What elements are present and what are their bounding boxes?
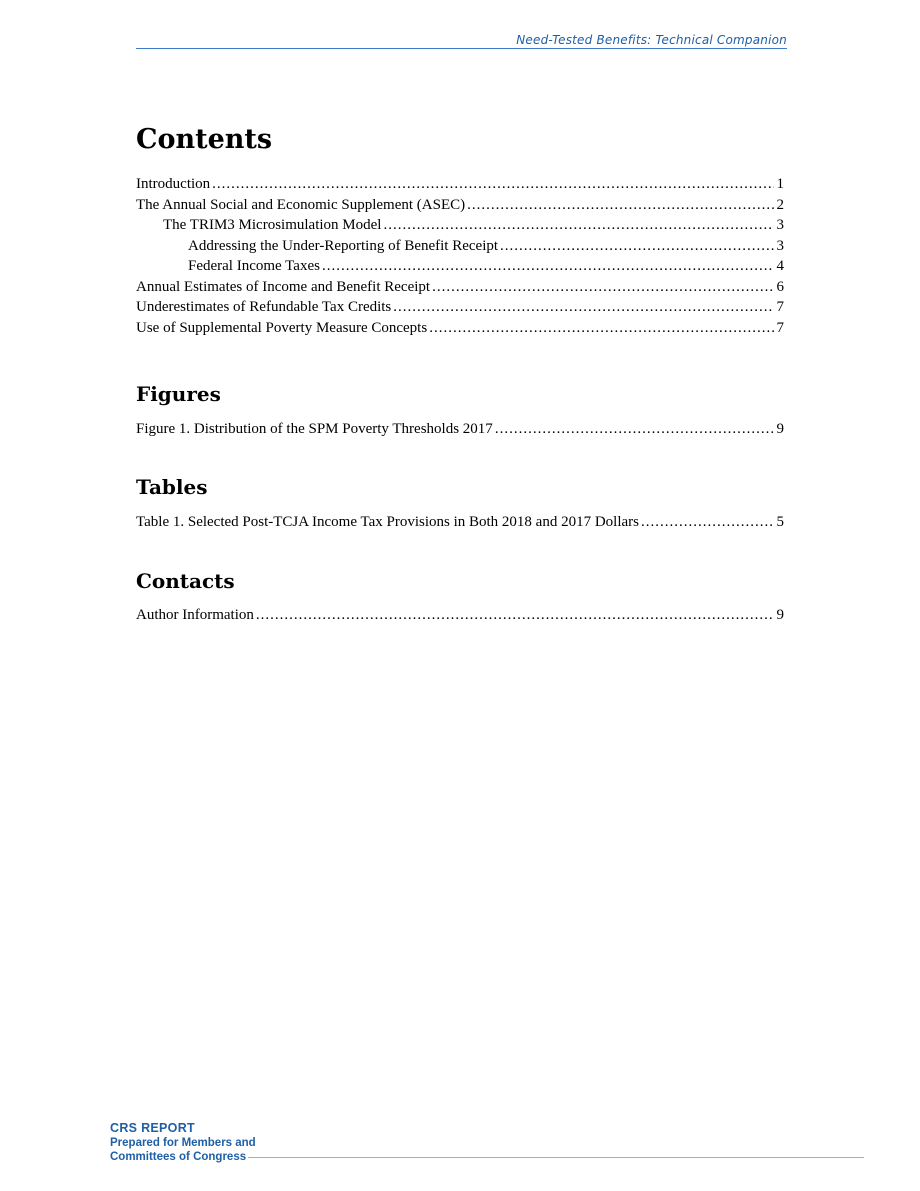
toc-entry-label: The TRIM3 Microsimulation Model	[163, 217, 382, 233]
footer-brand-title: CRS REPORT	[110, 1121, 195, 1135]
toc-entry-page-number: 9	[776, 421, 784, 437]
toc-entry-label: Use of Supplemental Poverty Measure Concepts	[136, 319, 428, 336]
toc-entry-label: Table 1. Selected Post-TCJA Income Tax Provisions in Both 2018 and 2017 Dollars	[136, 514, 639, 530]
header-rule	[136, 48, 787, 49]
dot-leader	[432, 277, 773, 298]
footer-line-1: Prepared for Members and	[110, 1136, 256, 1149]
toc-entry-label: Author Information	[136, 607, 254, 623]
toc-entry[interactable]	[136, 512, 784, 533]
toc-entry-page-number: 9	[776, 607, 784, 623]
contents-heading: Contents	[136, 124, 273, 155]
toc-entry[interactable]	[136, 236, 784, 257]
crs-report-logo	[110, 1121, 256, 1165]
dot-leader	[212, 174, 773, 195]
toc-entry-label: The Annual Social and Economic Supplement (ASEC)	[136, 196, 466, 213]
footer-line-2: Committees of Congress	[110, 1151, 247, 1163]
toc-entry-label: Federal Income Taxes	[188, 258, 320, 274]
running-header-title: Need-Tested Benefits: Technical Companion	[516, 33, 787, 47]
contents-list	[136, 174, 784, 338]
toc-entry[interactable]	[136, 195, 784, 216]
toc-entry-page-number: 3	[776, 217, 784, 233]
footer-rule	[248, 1157, 864, 1158]
dot-leader	[322, 256, 774, 277]
toc-entry-label: Introduction	[136, 176, 211, 192]
toc-entry-page-number: 5	[776, 514, 784, 530]
toc-entry[interactable]	[136, 318, 784, 339]
dot-leader	[500, 236, 773, 257]
toc-entry-page-number: 1	[776, 176, 784, 192]
toc-entry[interactable]	[136, 174, 784, 195]
toc-entry-label: Annual Estimates of Income and Benefit Receipt	[136, 278, 431, 295]
dot-leader	[641, 512, 774, 533]
toc-entry-page-number: 7	[776, 319, 784, 336]
figures-heading: Figures	[136, 382, 221, 406]
toc-entry-page-number: 3	[776, 237, 784, 254]
tables-heading: Tables	[136, 475, 208, 499]
dot-leader	[467, 195, 773, 216]
toc-entry-label: Addressing the Under-Reporting of Benefit Receipt	[188, 237, 499, 254]
dot-leader	[495, 419, 774, 440]
toc-entry[interactable]	[136, 419, 784, 440]
toc-entry-page-number: 2	[776, 196, 784, 213]
dot-leader	[256, 605, 774, 626]
dot-leader	[393, 297, 773, 318]
toc-entry[interactable]	[136, 605, 784, 626]
toc-entry[interactable]	[136, 277, 784, 298]
toc-entry[interactable]	[136, 297, 784, 318]
contacts-list	[136, 605, 784, 626]
toc-entry-page-number: 4	[776, 258, 784, 274]
figures-list	[136, 419, 784, 440]
contacts-heading: Contacts	[136, 569, 235, 593]
dot-leader	[383, 215, 773, 236]
toc-entry-label: Underestimates of Refundable Tax Credits	[136, 299, 392, 315]
toc-entry[interactable]	[136, 256, 784, 277]
toc-entry-label: Figure 1. Distribution of the SPM Poverty Thresholds 2017	[136, 421, 493, 437]
tables-list	[136, 512, 784, 533]
toc-entry-page-number: 7	[776, 299, 784, 315]
toc-entry-page-number: 6	[776, 278, 784, 295]
toc-entry[interactable]	[136, 215, 784, 236]
dot-leader	[429, 318, 773, 339]
